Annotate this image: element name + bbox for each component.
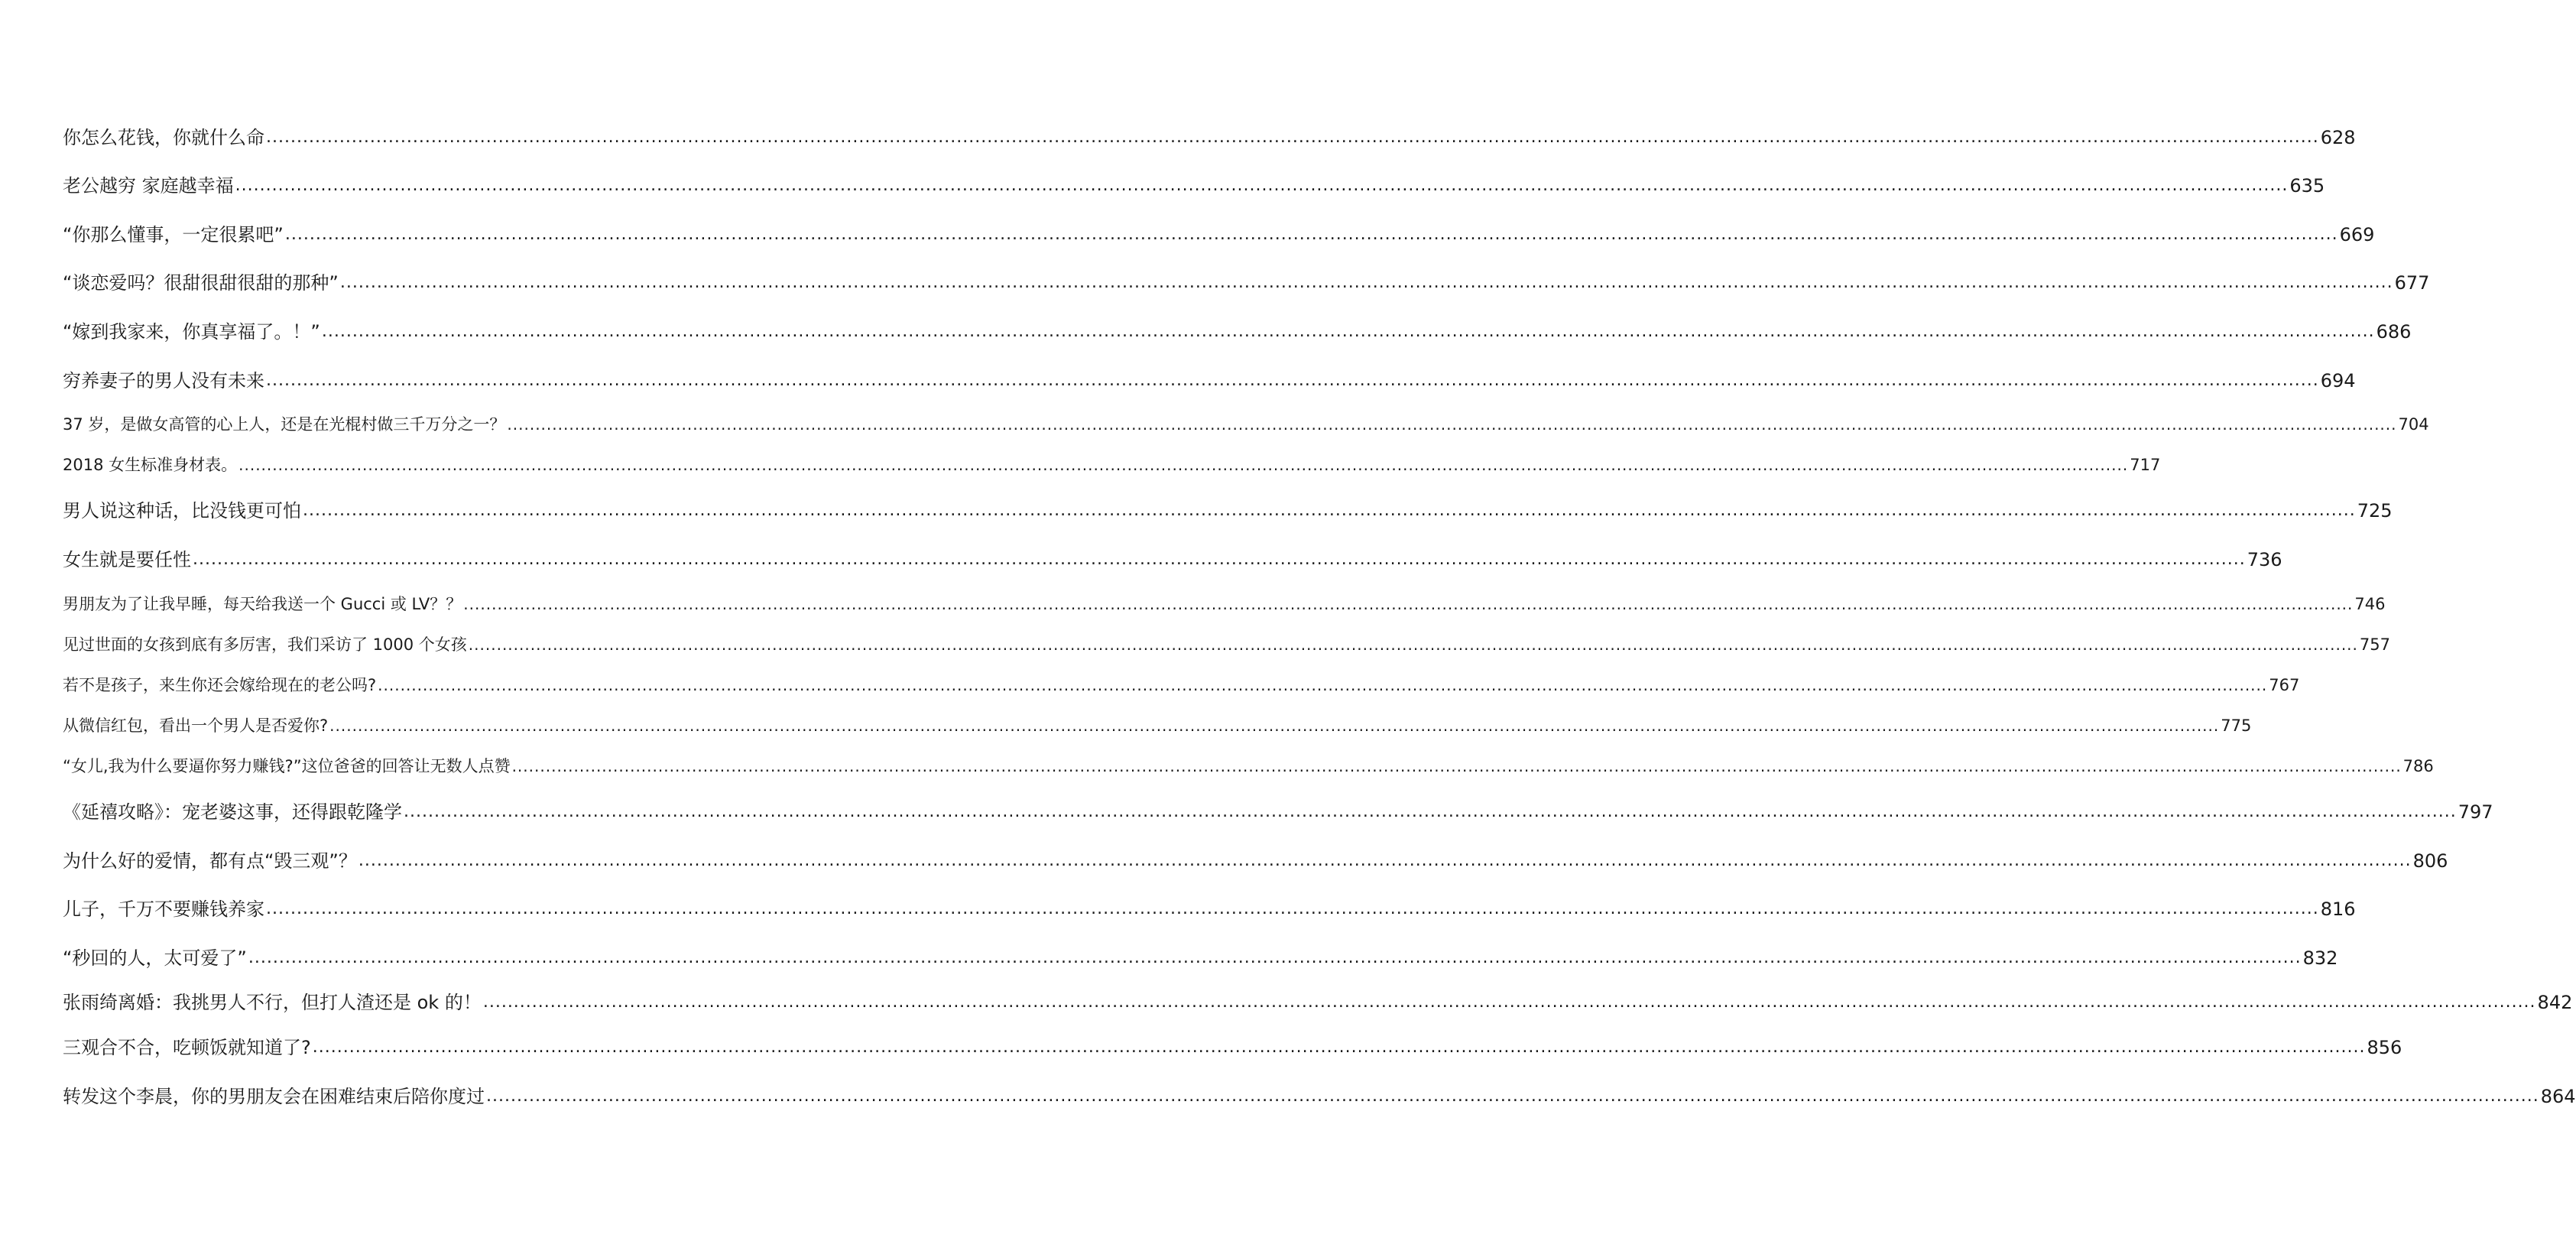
toc-entry xyxy=(63,943,2338,973)
toc-entry xyxy=(63,122,2356,153)
dot-leader xyxy=(469,629,2358,660)
entry-page-number: 694 xyxy=(2320,370,2356,392)
toc-entry xyxy=(63,317,2412,347)
dot-leader xyxy=(486,1081,2539,1112)
toc-entry xyxy=(63,268,2430,298)
dot-leader xyxy=(266,894,2319,924)
toc-entry xyxy=(63,589,2386,619)
entry-title: 张雨绮离婚：我挑男人不行，但打人渣还是 ok 的！ xyxy=(63,992,482,1013)
toc-entry xyxy=(63,1032,2402,1063)
entry-title: 若不是孩子，来生你还会嫁给现在的老公吗? xyxy=(63,676,377,694)
dot-leader xyxy=(303,496,2356,526)
entry-page-number: 746 xyxy=(2354,595,2386,613)
entry-page-number: 767 xyxy=(2269,676,2300,694)
entry-title: 男人说这种话，比没钱更可怕 xyxy=(63,500,301,522)
dot-leader xyxy=(358,846,2412,876)
dot-leader xyxy=(507,409,2396,440)
dot-leader xyxy=(266,122,2319,153)
dot-leader xyxy=(340,268,2393,298)
entry-page-number: 786 xyxy=(2402,757,2434,775)
entry-page-number: 686 xyxy=(2376,321,2412,343)
dot-leader xyxy=(404,797,2457,827)
entry-page-number: 864 xyxy=(2540,1086,2576,1107)
toc-entry xyxy=(63,670,2300,700)
entry-title: 儿子，千万不要赚钱养家 xyxy=(63,898,264,920)
entry-title: 37 岁，是做女高管的心上人，还是在光棍村做三千万分之一？ xyxy=(63,415,506,434)
entry-page-number: 775 xyxy=(2221,716,2252,735)
dot-leader xyxy=(463,589,2353,619)
entry-title: 女生就是要任性 xyxy=(63,549,191,570)
entry-page-number: 736 xyxy=(2247,549,2282,570)
toc-entry xyxy=(63,219,2375,250)
entry-page-number: 832 xyxy=(2302,947,2338,969)
entry-page-number: 628 xyxy=(2320,127,2356,148)
entry-title: “秒回的人，太可爱了” xyxy=(63,947,247,969)
entry-title: 《延禧攻略》：宠老婆这事，还得跟乾隆学 xyxy=(63,801,402,823)
entry-title: 老公越穷 家庭越幸福 xyxy=(63,175,234,197)
entry-page-number: 677 xyxy=(2394,272,2430,294)
entry-title: 转发这个李晨，你的男朋友会在困难结束后陪你度过 xyxy=(63,1086,485,1107)
entry-title: 2018 女生标准身材表。 xyxy=(63,456,238,474)
entry-title: 穷养妻子的男人没有未来 xyxy=(63,370,264,392)
entry-title: 你怎么花钱，你就什么命 xyxy=(63,127,264,148)
toc-entry xyxy=(63,544,2282,575)
dot-leader xyxy=(248,943,2302,973)
toc-entry xyxy=(63,366,2356,396)
toc-entry xyxy=(63,409,2429,440)
entry-title: “女儿,我为什么要逼你努力赚钱?”这位爸爸的回答让无数人点赞 xyxy=(63,757,511,775)
dot-leader xyxy=(313,1032,2366,1063)
dot-leader xyxy=(235,171,2289,201)
dot-leader xyxy=(193,544,2246,575)
dot-leader xyxy=(238,450,2128,480)
toc-entry xyxy=(63,846,2448,876)
entry-page-number: 856 xyxy=(2367,1037,2402,1058)
toc-entry xyxy=(63,797,2493,827)
dot-leader xyxy=(512,751,2402,781)
entry-page-number: 842 xyxy=(2537,992,2573,1013)
toc-entry xyxy=(63,710,2252,741)
dot-leader xyxy=(322,317,2375,347)
entry-page-number: 635 xyxy=(2289,175,2325,197)
toc-entry xyxy=(63,450,2161,480)
toc-entry xyxy=(63,496,2393,526)
entry-title: 见过世面的女孩到底有多厉害，我们采访了 1000 个女孩 xyxy=(63,635,467,654)
entry-page-number: 669 xyxy=(2339,224,2375,245)
entry-title: 为什么好的爱情，都有点“毁三观”？ xyxy=(63,850,357,872)
dot-leader xyxy=(483,987,2536,1018)
toc-entry xyxy=(63,751,2434,781)
entry-title: 从微信红包，看出一个男人是否爱你? xyxy=(63,716,329,735)
dot-leader xyxy=(285,219,2338,250)
toc-entry xyxy=(63,1081,2576,1112)
toc-entry xyxy=(63,894,2356,924)
entry-title: 男朋友为了让我早睡，每天给我送一个 Gucci 或 LV？？ xyxy=(63,595,462,613)
entry-page-number: 704 xyxy=(2398,415,2429,434)
entry-page-number: 717 xyxy=(2130,456,2161,474)
toc-entry xyxy=(63,629,2390,660)
entry-page-number: 816 xyxy=(2320,898,2356,920)
entry-page-number: 806 xyxy=(2412,850,2448,872)
entry-title: “你那么懂事，一定很累吧” xyxy=(63,224,284,245)
entry-page-number: 725 xyxy=(2357,500,2393,522)
toc-entry xyxy=(63,987,2573,1018)
dot-leader xyxy=(329,710,2219,741)
toc-entry xyxy=(63,171,2325,201)
entry-page-number: 757 xyxy=(2359,635,2390,654)
entry-title: “嫁到我家来，你真享福了。！” xyxy=(63,321,320,343)
dot-leader xyxy=(378,670,2267,700)
entry-title: “谈恋爱吗？很甜很甜很甜的那种” xyxy=(63,272,339,294)
entry-title: 三观合不合，吃顿饭就知道了? xyxy=(63,1037,311,1058)
entry-page-number: 797 xyxy=(2458,801,2493,823)
dot-leader xyxy=(266,366,2319,396)
